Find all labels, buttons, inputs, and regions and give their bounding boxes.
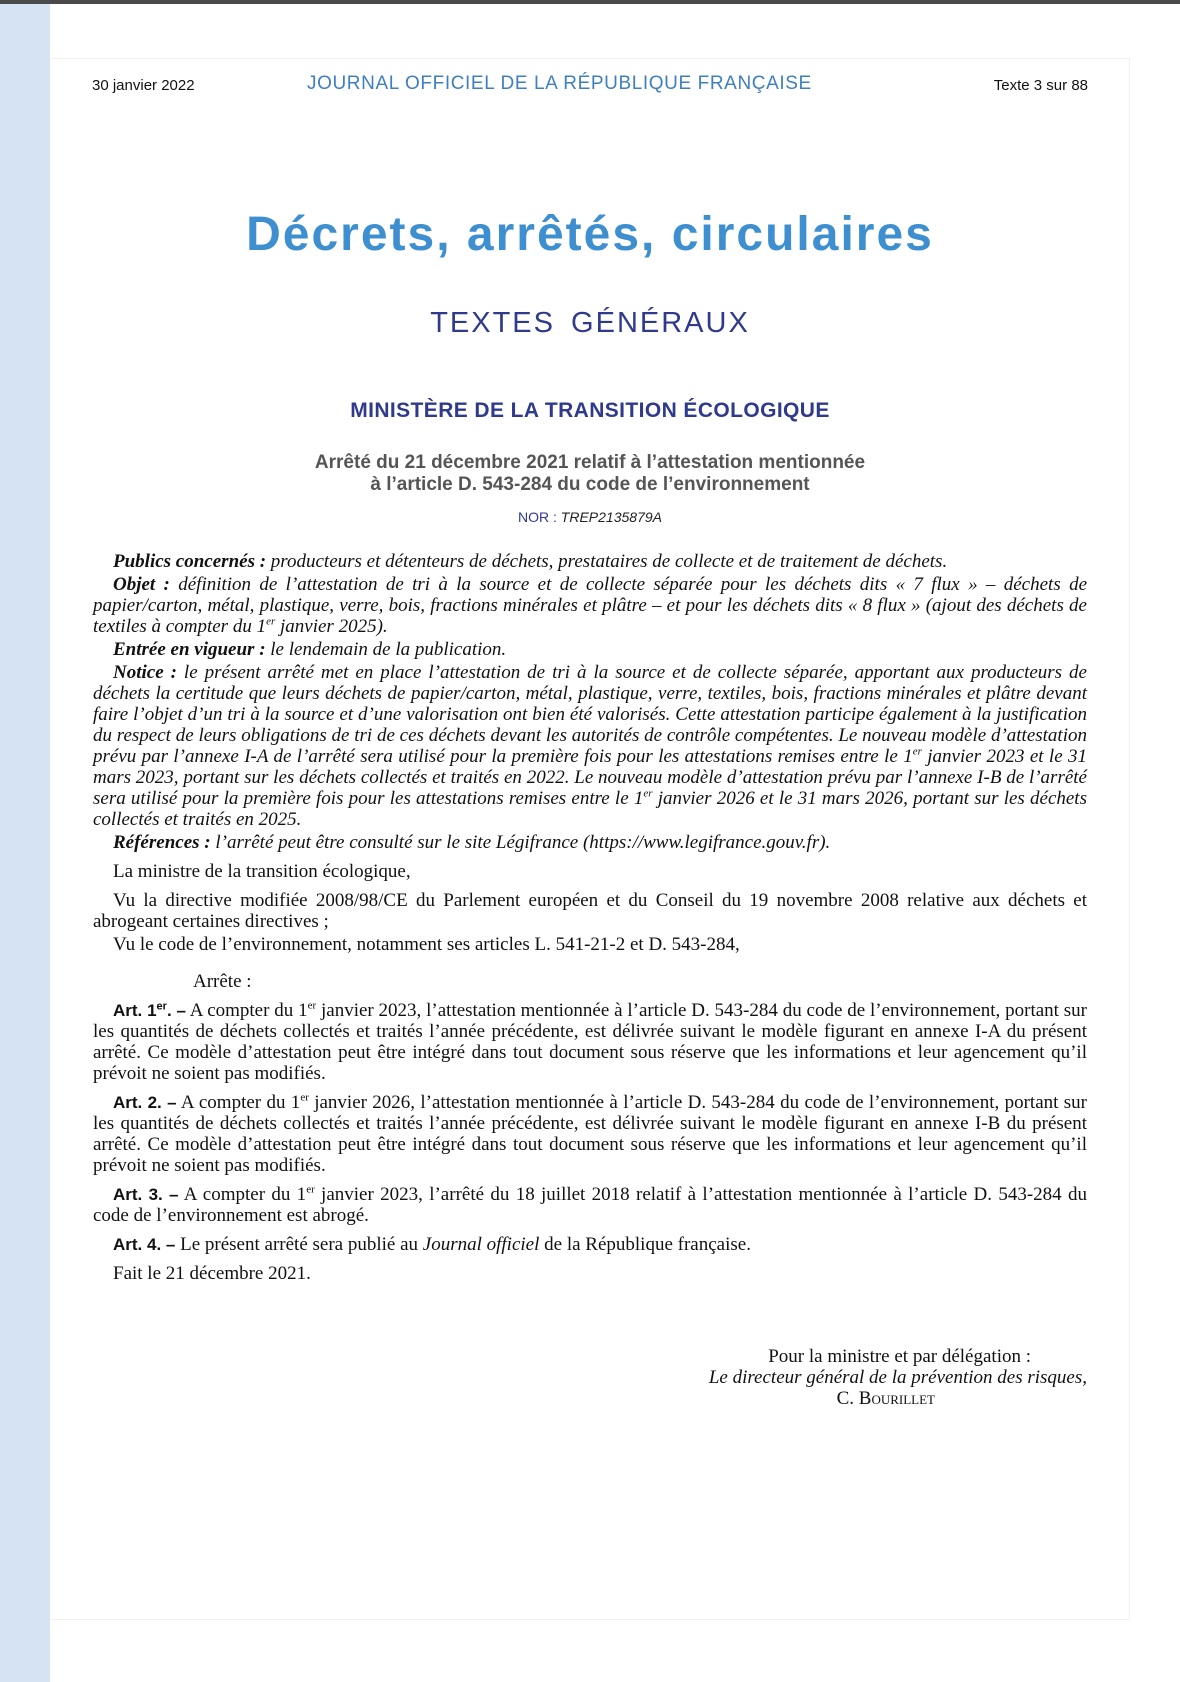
section-title: Décrets, arrêtés, circulaires — [246, 208, 934, 261]
arrete-word: Arrête : — [193, 971, 252, 992]
signature-block — [93, 1346, 1087, 1409]
article-2-sup: er — [300, 1091, 309, 1104]
preamble-vu-directive: Vu la directive modifiée 2008/98/CE du Parlement européen et du Conseil du 19 novembre 2008 relative aux déchets et abrogeant certaines directives ; — [93, 890, 1087, 932]
header-text-number: Texte 3 sur 88 — [993, 77, 1088, 94]
article-3-sup: er — [306, 1183, 315, 1196]
notice-text-2: janvier 2023 et le 31 mars 2023, portant sur les déchets collectés et traités en 2022. Le nouveau modèle d’attestation prévu par l’annexe I-B de l’arrêté sera utilisé pour la première fois pour les attestations remises entre le 1 — [93, 746, 1087, 809]
window-top-bar — [0, 0, 1180, 4]
article-2-text-b: janvier 2026, l’attestation mentionnée à l’article D. 543-284 du code de l’environnement, portant sur les quantités de déchets collectés et traités l’année précédente, est délivrée suivant le modèle figurant en annexe I-B du présent arrêté. Ce modèle d’attestation peut être intégré dans tout document sous réserve que les informations et leur agencement qu’il prévoit ne soient pas modifiés. — [93, 1092, 1087, 1176]
nor-code: TREP2135879A — [560, 509, 662, 525]
sub-title: TEXTES GÉNÉRAUX — [430, 307, 750, 339]
objet-label: Objet : — [113, 574, 170, 595]
article-1 — [93, 1000, 1087, 1084]
summary-publics — [93, 551, 1087, 572]
article-4-label: Art. 4. – — [113, 1235, 176, 1254]
entree-text: le lendemain de la publication. — [265, 639, 507, 660]
arrete-title-line1: Arrêté du 21 décembre 2021 relatif à l’attestation mentionnée — [314, 452, 866, 473]
article-4-text-b: de la République française. — [539, 1234, 751, 1255]
references-label: Références : — [113, 832, 211, 853]
article-3-label: Art. 3. – — [113, 1185, 179, 1204]
viewer-left-margin — [0, 4, 50, 1682]
summary-notice — [93, 662, 1087, 830]
nor-label: NOR : — [518, 509, 557, 525]
article-3-text-b: janvier 2023, l’arrêté du 18 juillet 2018 relatif à l’attestation mentionnée à l’article D. 543-284 du code de l’environnement est abrogé. — [93, 1184, 1087, 1226]
signature-name: C. Bourillet — [836, 1388, 935, 1409]
header-date: 30 janvier 2022 — [92, 77, 195, 94]
ministry-name: MINISTÈRE DE LA TRANSITION ÉCOLOGIQUE — [350, 399, 830, 422]
notice-sup-2: er — [643, 787, 653, 800]
article-4 — [93, 1234, 1087, 1255]
summary-references — [93, 832, 1087, 853]
article-1-sup: er — [307, 999, 317, 1012]
signature-delegation: Pour la ministre et par délégation : — [768, 1346, 1031, 1367]
notice-text-3: janvier 2026 et le 31 mars 2026, portant sur les déchets collectés et traités en 2025. — [93, 788, 1087, 830]
summary-entree — [93, 639, 1087, 660]
article-1-label: Art. 1er. – — [113, 1000, 186, 1020]
preamble-vu-code: Vu le code de l’environnement, notamment ses articles L. 541-21-2 et D. 543-284, — [113, 934, 740, 955]
signature-title: Le directeur général de la prévention des risques, — [708, 1367, 1087, 1388]
article-2 — [93, 1092, 1087, 1176]
notice-sup-1: er — [912, 745, 922, 758]
preamble-minister: La ministre de la transition écologique, — [113, 861, 411, 882]
publics-text: producteurs et détenteurs de déchets, prestataires de collecte et de traitement de déchets. — [266, 551, 948, 572]
nor-reference — [50, 509, 1130, 525]
references-text: l’arrêté peut être consulté sur le site Légifrance (https://www.legifrance.gouv.fr). — [210, 832, 831, 853]
article-1-text-b: janvier 2023, l’attestation mentionnée à l’article D. 543-284 du code de l’environnement, portant sur les quantités de déchets collectés et traités l’année précédente, est délivrée suivant le modèle figurant en annexe I-A du présent arrêté. Ce modèle d’attestation peut être intégré dans tout document sous réserve que les informations et leur agencement qu’il prévoit ne soient pas modifiés. — [93, 1000, 1087, 1084]
article-4-journal-officiel: Journal officiel — [422, 1234, 540, 1255]
header-journal-title: JOURNAL OFFICIEL DE LA RÉPUBLIQUE FRANÇAISE — [307, 73, 812, 94]
fait-date: Fait le 21 décembre 2021. — [113, 1263, 311, 1284]
objet-sup: er — [266, 615, 276, 628]
arrete-title-line2: à l’article D. 543-284 du code de l’environnement — [370, 474, 810, 495]
objet-end: janvier 2025). — [275, 616, 388, 637]
summary-objet — [93, 574, 1087, 637]
article-3-text-a: A compter du 1 — [178, 1184, 307, 1205]
objet-text: définition de l’attestation de tri à la source et de collecte séparée pour les déchets dits « 7 flux » – déchets de papier/carton, métal, plastique, verre, bois, fractions minérales et plâtre – et pour les déchets dits « 8 flux » (ajout des déchets de textiles à compter du 1 — [93, 574, 1087, 637]
document-body — [93, 551, 1087, 1286]
running-header — [50, 73, 1130, 97]
article-2-label: Art. 2. – — [113, 1093, 177, 1112]
article-3 — [93, 1184, 1087, 1226]
notice-label: Notice : — [113, 662, 177, 683]
entree-label: Entrée en vigueur : — [113, 639, 266, 660]
article-1-text-a: A compter du 1 — [185, 1000, 308, 1021]
notice-text-1: le présent arrêté met en place l’attestation de tri à la source et de collecte séparée, apportant aux producteurs de déchets la certitude que leurs déchets de papier/carton, métal, plastique, verre, textiles, bois, fractions minérales et plâtre devant faire l’objet d’un tri à la source et d’une valorisation ont bien été valorisés. Cette attestation participe également à la justification du respect de leurs obligations de tri de ces déchets devant les autorités de contrôle compétentes. Le nouveau modèle d’attestation prévu par l’annexe I-A de l’arrêté sera utilisé pour la première fois pour les attestations remises entre le 1 — [93, 662, 1087, 767]
article-4-text-a: Le présent arrêté sera publié au — [175, 1234, 423, 1255]
document-page — [50, 58, 1130, 1620]
article-2-text-a: A compter du 1 — [176, 1092, 301, 1113]
publics-label: Publics concernés : — [113, 551, 267, 572]
arrete-title — [50, 452, 1130, 496]
